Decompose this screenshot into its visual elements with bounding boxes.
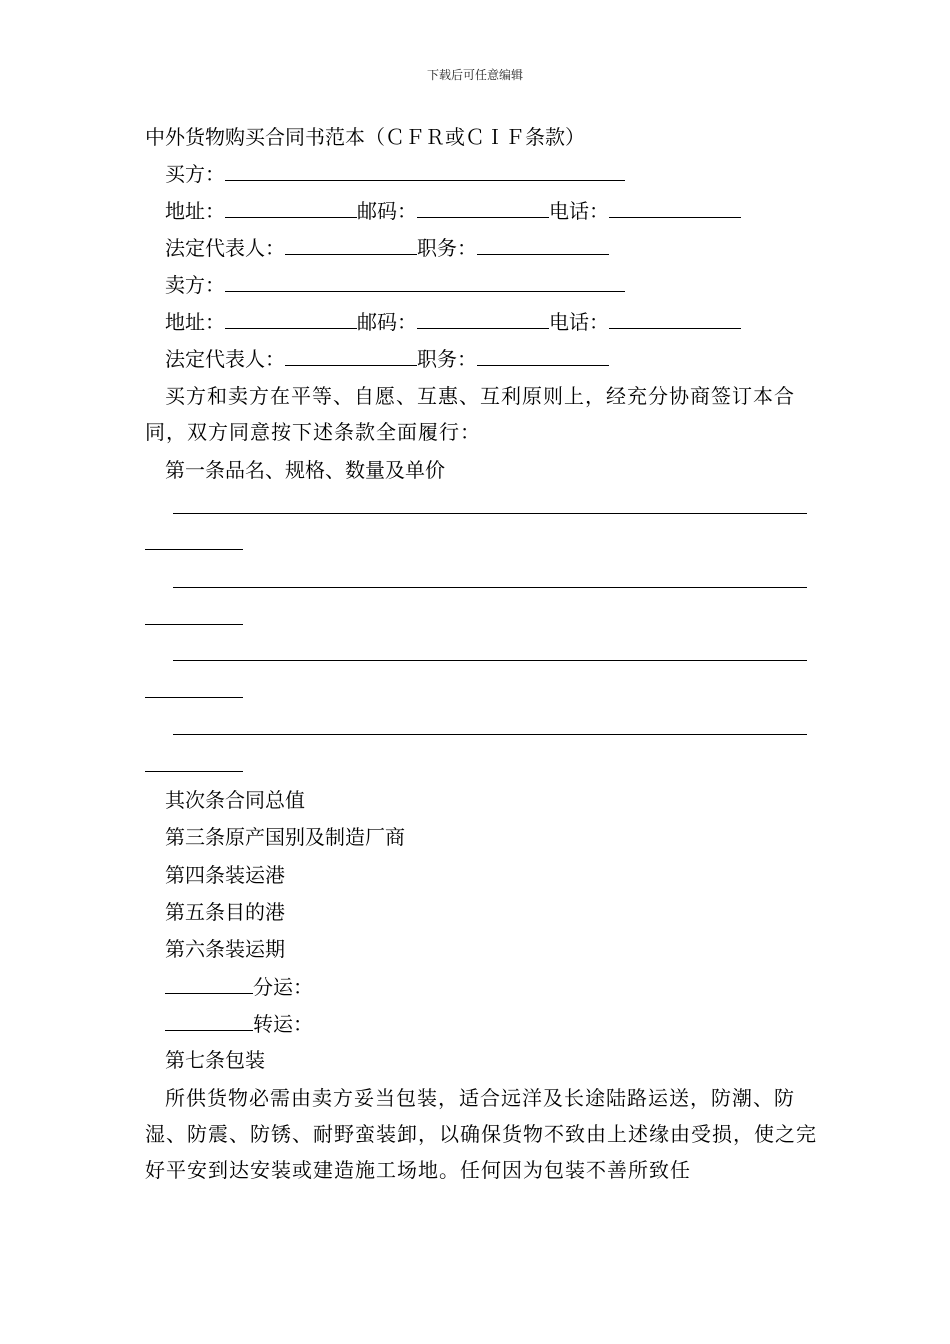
fill-rule-3b — [145, 697, 243, 698]
seller-phone-label: 电话： — [549, 310, 609, 334]
buyer-rep-line — [165, 234, 609, 261]
buyer-postcode-blank — [417, 197, 549, 218]
page-header: 下载后可任意编辑 — [426, 68, 523, 82]
fill-rule-3a — [173, 660, 807, 661]
partial-shipment-label: 分运： — [253, 975, 313, 999]
buyer-rep-label: 法定代表人： — [165, 236, 285, 260]
intro-paragraph: 买方和卖方在平等、自愿、互惠、互利原则上，经充分协商签订本合同，双方同意按下述条款全面履行： — [145, 384, 795, 444]
fill-rule-2b — [145, 624, 243, 625]
buyer-address-label: 地址： — [165, 199, 225, 223]
buyer-label: 买方： — [165, 162, 225, 186]
seller-position-blank — [477, 345, 609, 366]
seller-postcode-blank — [417, 308, 549, 329]
buyer-postcode-label: 邮码： — [357, 199, 417, 223]
seller-rep-label: 法定代表人： — [165, 347, 285, 371]
partial-shipment-blank — [165, 973, 253, 994]
seller-blank — [225, 271, 625, 292]
seller-address-label: 地址： — [165, 310, 225, 334]
seller-position-label: 职务： — [417, 347, 477, 371]
transshipment-label: 转运： — [253, 1012, 313, 1036]
article-7-heading: 第七条包装 — [165, 1048, 265, 1072]
article-6-heading: 第六条装运期 — [165, 937, 285, 961]
document-title: 中外货物购买合同书范本（ＣＦＲ或ＣＩＦ条款） — [145, 125, 585, 149]
partial-shipment-line — [165, 973, 313, 1000]
buyer-phone-label: 电话： — [549, 199, 609, 223]
seller-rep-blank — [285, 345, 417, 366]
seller-rep-line — [165, 345, 609, 372]
article-4-heading: 第四条装运港 — [165, 863, 285, 887]
buyer-position-blank — [477, 234, 609, 255]
fill-rule-2a — [173, 587, 807, 588]
buyer-address-blank — [225, 197, 357, 218]
buyer-line — [165, 160, 625, 187]
article-2-heading: 其次条合同总值 — [165, 788, 305, 812]
packing-paragraph: 所供货物必需由卖方妥当包装，适合远洋及长途陆路运送，防潮、防湿、防震、防锈、耐野蛮装卸，以确保货物不致由上述缘由受损，使之完好平安到达安装或建造施工场地。任何因为包装不善所致任 — [145, 1086, 817, 1182]
buyer-address-line — [165, 197, 741, 224]
fill-rule-4b — [145, 771, 243, 772]
article-1-heading: 第一条品名、规格、数量及单价 — [165, 458, 445, 482]
transshipment-line — [165, 1010, 313, 1037]
article-5-heading: 第五条目的港 — [165, 900, 285, 924]
buyer-phone-blank — [609, 197, 741, 218]
article-3-heading: 第三条原产国别及制造厂商 — [165, 825, 405, 849]
buyer-blank — [225, 160, 625, 181]
buyer-rep-blank — [285, 234, 417, 255]
seller-postcode-label: 邮码： — [357, 310, 417, 334]
buyer-position-label: 职务： — [417, 236, 477, 260]
seller-label: 卖方： — [165, 273, 225, 297]
seller-phone-blank — [609, 308, 741, 329]
seller-line — [165, 271, 625, 298]
seller-address-blank — [225, 308, 357, 329]
fill-rule-1a — [173, 513, 807, 514]
fill-rule-4a — [173, 734, 807, 735]
transshipment-blank — [165, 1010, 253, 1031]
seller-address-line — [165, 308, 741, 335]
fill-rule-1b — [145, 549, 243, 550]
